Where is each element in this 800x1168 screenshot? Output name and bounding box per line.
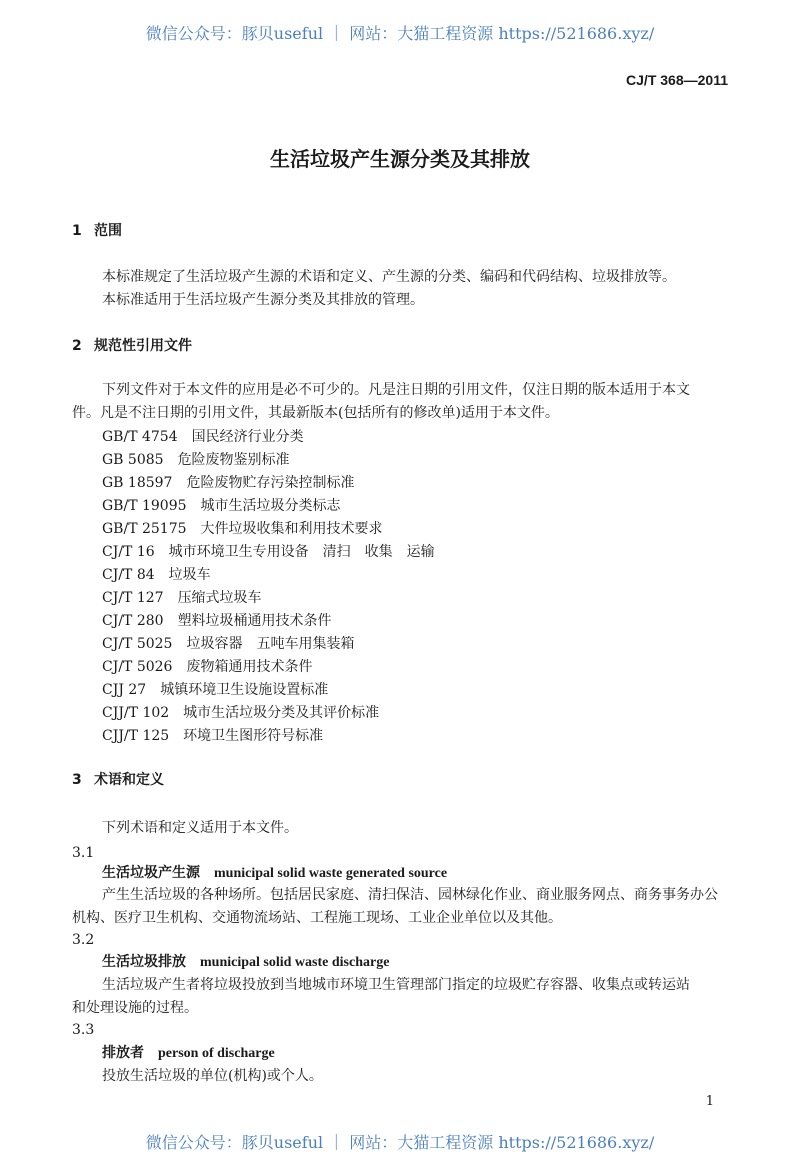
reference-code: CJ/T 280 bbox=[102, 613, 164, 629]
reference-item bbox=[102, 543, 435, 561]
reference-item bbox=[102, 474, 354, 492]
paragraph-line: 本标准适用于生活垃圾产生源分类及其排放的管理。 bbox=[102, 292, 424, 308]
reference-code: CJ/T 127 bbox=[102, 590, 164, 606]
term-definition: 生活垃圾产生者将垃圾投放到当地城市环境卫生管理部门指定的垃圾贮存容器、收集点或转运站 bbox=[102, 977, 690, 993]
watermark-top: 微信公众号：豚贝useful ｜ 网站：大猫工程资源 https://521686.xyz/ bbox=[145, 24, 655, 43]
reference-code: CJJ 27 bbox=[102, 682, 147, 698]
reference-title: 大件垃圾收集和利用技术要求 bbox=[200, 521, 383, 537]
reference-item bbox=[102, 704, 379, 722]
reference-title: 城镇环境卫生设施设置标准 bbox=[160, 682, 329, 698]
standard-code: CJ/T 368—2011 bbox=[626, 72, 728, 88]
section-3-intro: 下列术语和定义适用于本文件。 bbox=[102, 820, 298, 836]
reference-code: GB/T 4754 bbox=[102, 429, 178, 445]
reference-title: 压缩式垃圾车 bbox=[177, 590, 262, 606]
reference-title: 城市环境卫生专用设备 清扫 收集 运输 bbox=[168, 544, 435, 560]
reference-code: GB 18597 bbox=[102, 475, 173, 491]
section-1-heading: 1 范围 bbox=[72, 223, 122, 239]
section-2-heading: 2 规范性引用文件 bbox=[72, 338, 192, 354]
reference-item bbox=[102, 612, 332, 630]
term-number: 3.3 bbox=[72, 1022, 95, 1038]
term-heading: 生活垃圾排放 municipal solid waste discharge bbox=[102, 954, 390, 970]
reference-item bbox=[102, 681, 328, 699]
section-3-heading: 3 术语和定义 bbox=[72, 772, 164, 788]
reference-code: CJ/T 84 bbox=[102, 567, 155, 583]
term-definition: 机构、医疗卫生机构、交通物流场站、工程施工现场、工业企业单位以及其他。 bbox=[72, 910, 562, 926]
paragraph-line: 本标准规定了生活垃圾产生源的术语和定义、产生源的分类、编码和代码结构、垃圾排放等。 bbox=[102, 269, 676, 285]
reference-item bbox=[102, 520, 383, 538]
reference-title: 塑料垃圾桶通用技术条件 bbox=[177, 613, 332, 629]
paragraph-line: 下列文件对于本文件的应用是必不可少的。凡是注日期的引用文件，仅注日期的版本适用于本文 bbox=[102, 382, 690, 398]
reference-item bbox=[102, 428, 304, 446]
term-number: 3.2 bbox=[72, 932, 95, 948]
reference-code: CJJ/T 125 bbox=[102, 728, 170, 744]
page-number: 1 bbox=[705, 1094, 714, 1109]
reference-title: 国民经济行业分类 bbox=[191, 429, 304, 445]
reference-code: GB 5085 bbox=[102, 452, 164, 468]
term-definition: 产生生活垃圾的各种场所。包括居民家庭、清扫保洁、园林绿化作业、商业服务网点、商务事务办公 bbox=[102, 887, 718, 903]
reference-code: CJJ/T 102 bbox=[102, 705, 170, 721]
reference-title: 城市生活垃圾分类及其评价标准 bbox=[183, 705, 380, 721]
reference-title: 垃圾车 bbox=[168, 567, 211, 583]
reference-title: 危险废物贮存污染控制标准 bbox=[186, 475, 355, 491]
term-number: 3.1 bbox=[72, 845, 95, 861]
reference-item bbox=[102, 658, 312, 676]
term-definition: 和处理设施的过程。 bbox=[72, 1000, 198, 1016]
reference-title: 废物箱通用技术条件 bbox=[186, 659, 313, 675]
watermark-bottom: 微信公众号：豚贝useful ｜ 网站：大猫工程资源 https://521686.xyz/ bbox=[145, 1133, 655, 1152]
reference-code: CJ/T 16 bbox=[102, 544, 155, 560]
reference-code: CJ/T 5026 bbox=[102, 659, 173, 675]
reference-item bbox=[102, 566, 211, 584]
reference-item bbox=[102, 727, 323, 745]
reference-code: GB/T 25175 bbox=[102, 521, 187, 537]
paragraph-line: 件。凡是不注日期的引用文件，其最新版本(包括所有的修改单)适用于本文件。 bbox=[72, 405, 559, 421]
term-heading: 排放者 person of discharge bbox=[102, 1045, 275, 1061]
reference-item bbox=[102, 451, 290, 469]
reference-item bbox=[102, 589, 262, 607]
document-title: 生活垃圾产生源分类及其排放 bbox=[270, 147, 530, 171]
reference-item bbox=[102, 635, 354, 653]
reference-code: CJ/T 5025 bbox=[102, 636, 173, 652]
term-definition: 投放生活垃圾的单位(机构)或个人。 bbox=[102, 1068, 323, 1084]
reference-title: 城市生活垃圾分类标志 bbox=[200, 498, 341, 514]
reference-item bbox=[102, 497, 341, 515]
reference-code: GB/T 19095 bbox=[102, 498, 187, 514]
reference-title: 垃圾容器 五吨车用集装箱 bbox=[186, 636, 355, 652]
reference-title: 危险废物鉴别标准 bbox=[177, 452, 290, 468]
reference-title: 环境卫生图形符号标准 bbox=[183, 728, 324, 744]
term-heading: 生活垃圾产生源 municipal solid waste generated source bbox=[102, 865, 448, 881]
